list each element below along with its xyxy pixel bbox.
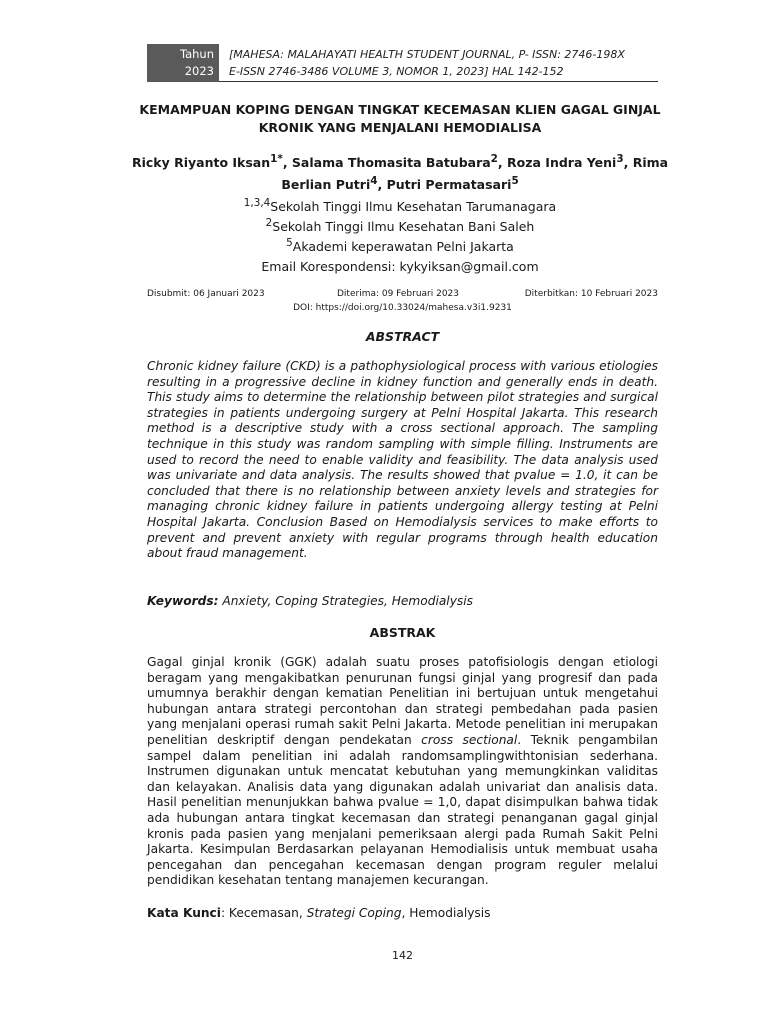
affiliation: [120, 195, 680, 215]
abstrak-text-italic: cross sectional: [421, 732, 518, 747]
journal-header: [147, 44, 658, 82]
keywords: [147, 593, 658, 609]
abstrak-text: [147, 655, 658, 889]
publication-dates: [147, 289, 658, 303]
published-date: Diterbitkan: 10 Februari 2023: [524, 289, 658, 299]
journal-line-2: E-ISSN 2746-3486 VOLUME 3, NOMOR 1, 2023] HAL 142-152: [229, 65, 564, 78]
kata-kunci-part-3: , Hemodialysis: [401, 906, 491, 920]
author-sup: 3: [616, 153, 624, 165]
doi-link[interactable]: DOI: https://doi.org/10.33024/mahesa.v3i1.9231: [293, 303, 512, 313]
author-sep: ,: [377, 177, 387, 193]
journal-line-1: [MAHESA: MALAHAYATI HEALTH STUDENT JOURNAL, P- ISSN: 2746-198X: [229, 48, 625, 61]
kata-kunci-label: Kata Kunci: [147, 906, 221, 920]
abstrak-heading: ABSTRAK: [369, 625, 436, 640]
title-line-1: KEMAMPUAN KOPING DENGAN TINGKAT KECEMASAN KLIEN GAGAL GINJAL: [139, 102, 661, 117]
author-sup: 4: [370, 175, 378, 188]
affiliation-sup: 5: [286, 237, 293, 250]
year-box: [147, 44, 219, 82]
accepted-date: Diterima: 09 Februari 2023: [337, 289, 460, 299]
kata-kunci-part-1: : Kecemasan,: [220, 906, 307, 920]
affiliation: [120, 235, 680, 255]
correspondence-email: Email Korespondensi: kykyiksan@gmail.com: [261, 259, 539, 274]
author-sup: 2: [490, 153, 498, 165]
page-number: 142: [392, 949, 413, 962]
author-name: Roza Indra Yeni: [507, 155, 617, 171]
affiliation-sup: 1,3,4: [243, 197, 271, 209]
affiliation-name: Sekolah Tinggi Ilmu Kesehatan Tarumanagara: [270, 199, 557, 215]
abstract-heading: ABSTRACT: [365, 329, 440, 344]
year-value: 2023: [184, 64, 214, 78]
submitted-date: Disubmit: 06 Januari 2023: [147, 289, 265, 299]
paper-title: [120, 101, 680, 137]
author-sep: ,: [282, 155, 292, 171]
journal-citation: [229, 46, 659, 80]
author-name: Putri Permatasari: [386, 177, 512, 193]
abstrak-text-part-2: . Teknik pengambilan sampel dalam penelitian ini adalah randomsamplingwithtonisian sederhana. Instrumen digunakan untuk mencatat kebutuhan yang memungkinkan validitas dan kelayakan. Analisis data yang digunakan adalah univariat dan analisis data. Hasil penelitian menunjukkan bahwa pvalue = 1,0, dapat disimpulkan bahwa tidak ada hubungan antara tingkat kecemasan dan strategi penanganan gagal ginjal kronis pada pasien yang menjalani pemeriksaan alergi pada Rumah Sakit Pelni Jakarta. Kesimpulan Berdasarkan pelayanan Hemodialisis untuk membuat usaha pencegahan dan pencegahan kecemasan dengan program reguler melalui pendidikan kesehatan tentang manajemen kecurangan.: [147, 732, 658, 888]
abstrak-text-part-1: Gagal ginjal kronik (GGK) adalah suatu proses patofisiologis dengan etiologi beragam yang mengakibatkan penurunan fungsi ginjal yang progresif dan pada umumnya berakhir dengan kematian Penelitian ini bertujuan untuk mengetahui hubungan antara strategi percontohan dan strategi pembedahan pada pasien yang menjalani operasi rumah sakit Pelni Jakarta. Metode penelitian ini merupakan penelitian deskriptif dengan pendekatan: [147, 655, 658, 747]
author-name: Rima Berlian Putri: [281, 155, 669, 193]
affiliations: [120, 195, 680, 255]
keywords-label: Keywords:: [147, 594, 219, 608]
keywords-list: Anxiety, Coping Strategies, Hemodialysis: [218, 594, 473, 608]
abstract-text: Chronic kidney failure (CKD) is a pathophysiological process with various etiologies resulting in a progressive decline in kidney function and generally ends in death. This study aims to determine the relationship between pilot strategies and surgical strategies in patients undergoing surgery at Pelni Hospital Jakarta. This research method is a descriptive study with a cross sectional approach. The sampling technique in this study was random sampling with simple filling. Instruments are used to record the need to enable validity and feasibility. The data analysis used was univariate and data analysis. The results showed that pvalue = 1.0, it can be concluded that there is no relationship between anxiety levels and strategies for managing chronic kidney failure in patients undergoing allergy testing at Pelni Hospital Jakarta. Conclusion Based on Hemodialysis services to make efforts to prevent and prevent anxiety with regular programs through health education about fraud management.: [147, 359, 658, 561]
author-name: Ricky Riyanto Iksan: [131, 155, 271, 171]
affiliation: [120, 215, 680, 235]
author-name: Salama Thomasita Batubara: [291, 155, 491, 171]
affiliation-sup: 2: [265, 217, 273, 230]
author-sep: ,: [497, 155, 508, 171]
author-list: [120, 150, 680, 194]
author-sep: ,: [623, 155, 633, 171]
affiliation-name: Sekolah Tinggi Ilmu Kesehatan Bani Saleh: [272, 219, 535, 235]
affiliation-name: Akademi keperawatan Pelni Jakarta: [292, 239, 514, 255]
title-line-2: KRONIK YANG MENJALANI HEMODIALISA: [258, 120, 542, 135]
header-rule: [219, 81, 658, 82]
year-label: Tahun: [179, 47, 214, 61]
author-sup: 1*: [270, 153, 283, 165]
kata-kunci: [147, 905, 658, 921]
kata-kunci-part-2: Strategi Coping: [306, 906, 402, 920]
author-sup: 5: [511, 175, 519, 188]
